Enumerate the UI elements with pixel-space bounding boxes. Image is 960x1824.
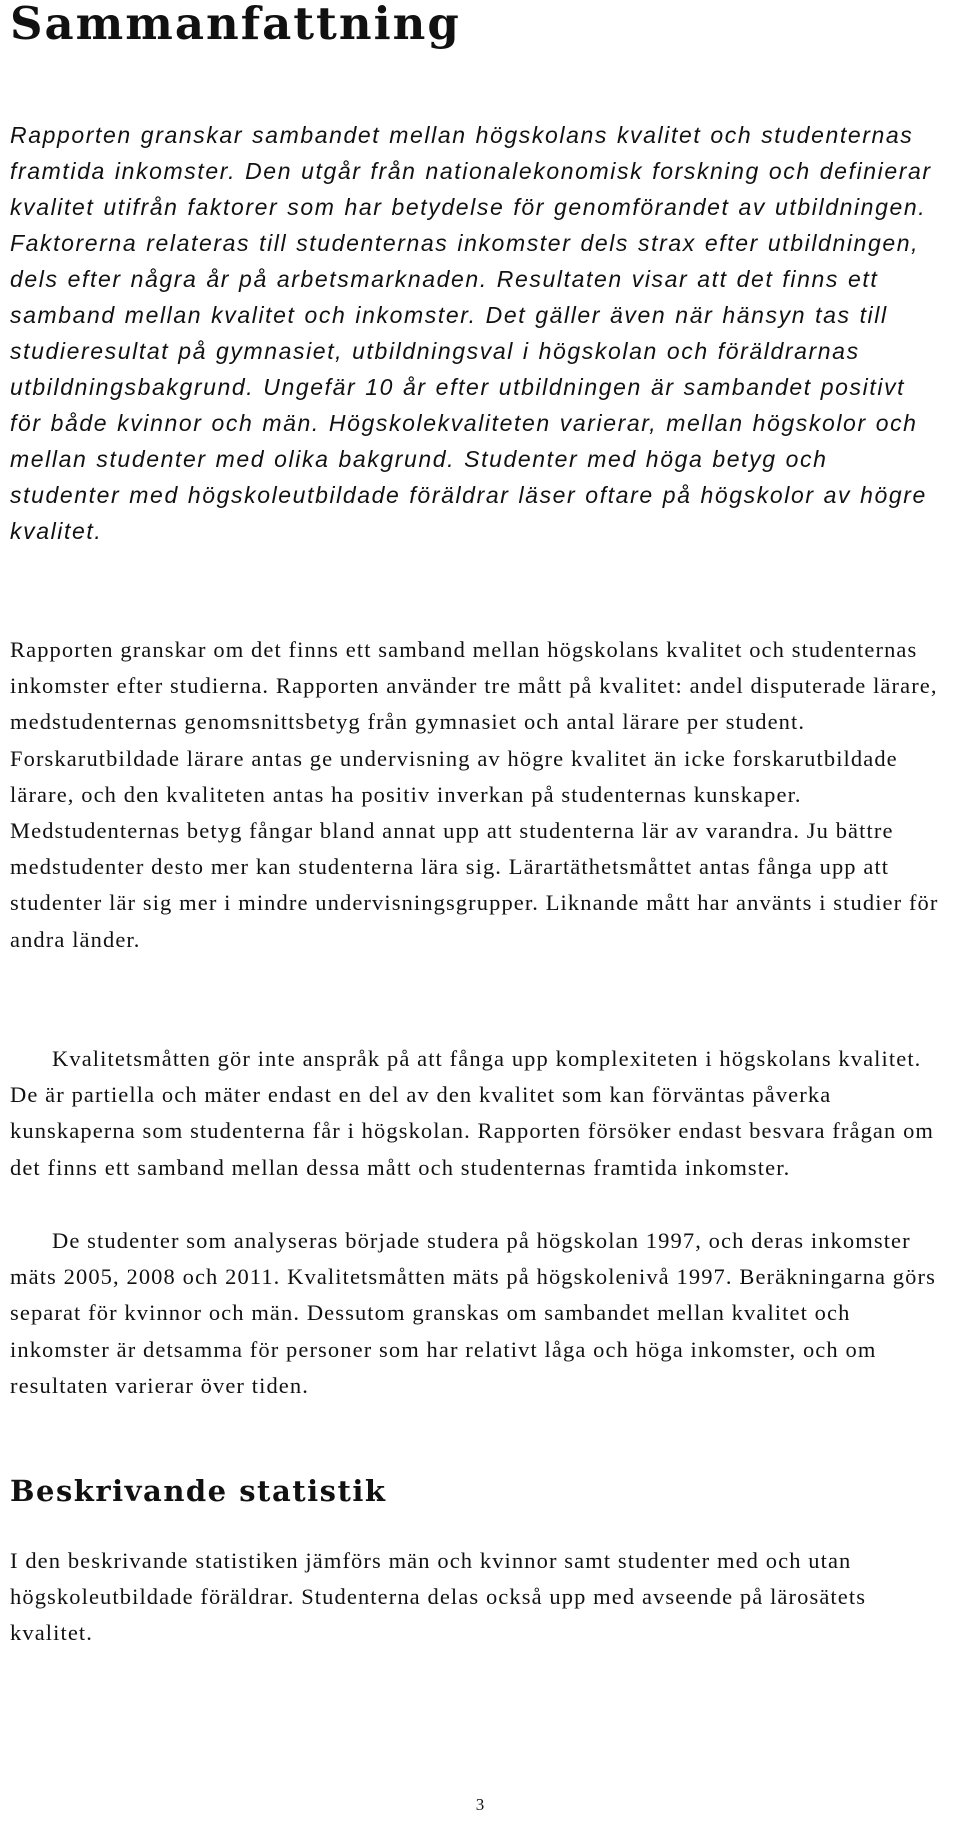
page-number: 3	[475, 1795, 485, 1814]
section-paragraph: I den beskrivande statistiken jämförs män och kvinnor samt studenter med och utan högskoleutbildade föräldrar. Studenterna delas också upp med avseende på lärosätets kvalitet.	[10, 1548, 867, 1646]
body-paragraph-3: De studenter som analyseras började studera på högskolan 1997, och deras inkomster mäts 2005, 2008 och 2011. Kvalitetsmåtten mäts på högskolenivå 1997. Beräkningarna görs separat för kvinnor och män. Dessutom granskas om sambandet mellan kvalitet och inkomster är detsamma för personer som har relativt låga och höga inkomster, och om resultaten varierar över tiden.	[10, 1228, 936, 1398]
body-paragraph-1: Rapporten granskar om det finns ett samband mellan högskolans kvalitet och studenternas inkomster efter studierna. Rapporten använder tre mått på kvalitet: andel disputerade lärare, medstudenternas genomsnittsbetyg från gymnasiet och antal lärare per student. Forskarutbildade lärare antas ge undervisning av högre kvalitet än icke forskarutbildade lärare, och den kvaliteten antas ha positiv inverkan på studenternas kunskaper. Medstudenternas betyg fångar bland annat upp att studenterna lär av varandra. Ju bättre medstudenter desto mer kan studenterna lära sig. Lärartäthetsmåttet antas fånga upp att studenter lär sig mer i mindre undervisningsgrupper. Liknande mått har använts i studier för andra länder.	[10, 637, 939, 952]
summary-abstract: Rapporten granskar sambandet mellan högskolans kvalitet och studenternas framtida inkomster. Den utgår från nationalekonomisk forskning och definierar kvalitet utifrån faktorer som har betydelse för genomförandet av utbildningen. Faktorerna relateras till studenternas inkomster dels strax efter utbildningen, dels efter några år på arbetsmarknaden. Resultaten visar att det finns ett samband mellan kvalitet och inkomster. Det gäller även när hänsyn tas till studieresultat på gymnasiet, utbildningsval i högskolan och föräldrarnas utbildningsbakgrund. Ungefär 10 år efter utbildningen är sambandet positivt för både kvinnor och män. Högskolekvaliteten varierar, mellan högskolor och mellan studenter med olika bakgrund. Studenter med höga betyg och studenter med högskoleutbildade föräldrar läser oftare på högskolor av högre kvalitet.	[10, 122, 932, 544]
section-heading: Beskrivande statistik	[10, 1474, 387, 1508]
body-paragraph-2: Kvalitetsmåtten gör inte anspråk på att fånga upp komplexiteten i högskolans kvalitet. De är partiella och mäter endast en del av den kvalitet som kan förväntas påverka kunskaperna som studenterna får i högskolan. Rapporten försöker endast besvara frågan om det finns ett samband mellan dessa mått och studenternas framtida inkomster.	[10, 1046, 935, 1180]
page-title: Sammanfattning	[10, 0, 461, 50]
